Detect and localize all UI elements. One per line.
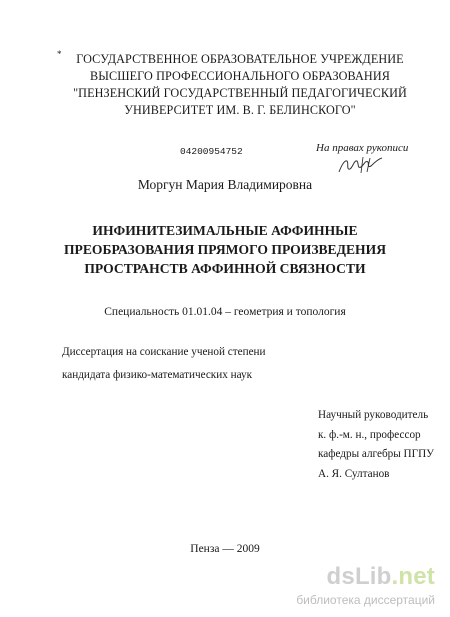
institution-header: [40, 51, 440, 119]
institution-line: "ПЕНЗЕНСКИЙ ГОСУДАРСТВЕННЫЙ ПЕДАГОГИЧЕСКИЙ: [73, 86, 407, 100]
watermark-logo-suffix: .net: [391, 563, 435, 590]
watermark-logo-main: dsLib: [326, 563, 392, 590]
document-id: 04200954752: [180, 146, 243, 157]
author-name: Моргун Мария Владимировна: [137, 177, 313, 192]
specialty: Специальность 01.01.04 – геометрия и топология: [104, 306, 346, 318]
dissertation-title: [0, 221, 450, 278]
institution-line: ГОСУДАРСТВЕННОЕ ОБРАЗОВАТЕЛЬНОЕ УЧРЕЖДЕНИЕ: [76, 52, 404, 66]
watermark-logo: [327, 563, 435, 591]
supervisor-line: Научный руководитель: [318, 409, 429, 421]
supervisor-line: А. Я. Султанов: [318, 467, 390, 480]
supervisor-line: кафедры алгебры ПГПУ: [318, 448, 435, 460]
title-line: ИНФИНИТЕЗИМАЛЬНЫЕ АФФИННЫЕ: [92, 223, 358, 238]
institution-line: ВЫСШЕГО ПРОФЕССИОНАЛЬНОГО ОБРАЗОВАНИЯ: [90, 69, 390, 83]
dslib-watermark: [260, 563, 445, 611]
dissertation-degree-line-1: Диссертация на соискание ученой степени: [62, 346, 266, 358]
institution-line: УНИВЕРСИТЕТ ИМ. В. Г. БЕЛИНСКОГО": [124, 103, 356, 117]
supervisor-line: к. ф.-м. н., профессор: [318, 428, 421, 441]
title-line: ПРОСТРАНСТВ АФФИННОЙ СВЯЗНОСТИ: [84, 261, 366, 276]
title-line: ПРЕОБРАЗОВАНИЯ ПРЯМОГО ПРОИЗВЕДЕНИЯ: [63, 242, 387, 257]
dissertation-degree-line-2: кандидата физико-математических наук: [62, 369, 253, 381]
handwritten-signature-icon: [336, 154, 386, 176]
supervisor-block: [318, 406, 434, 484]
watermark-subtitle: библиотека диссертаций: [296, 593, 435, 607]
city-year: Пенза — 2009: [190, 543, 260, 555]
stray-mark: *: [57, 49, 62, 59]
manuscript-rights-label: На правах рукописи: [316, 142, 409, 154]
